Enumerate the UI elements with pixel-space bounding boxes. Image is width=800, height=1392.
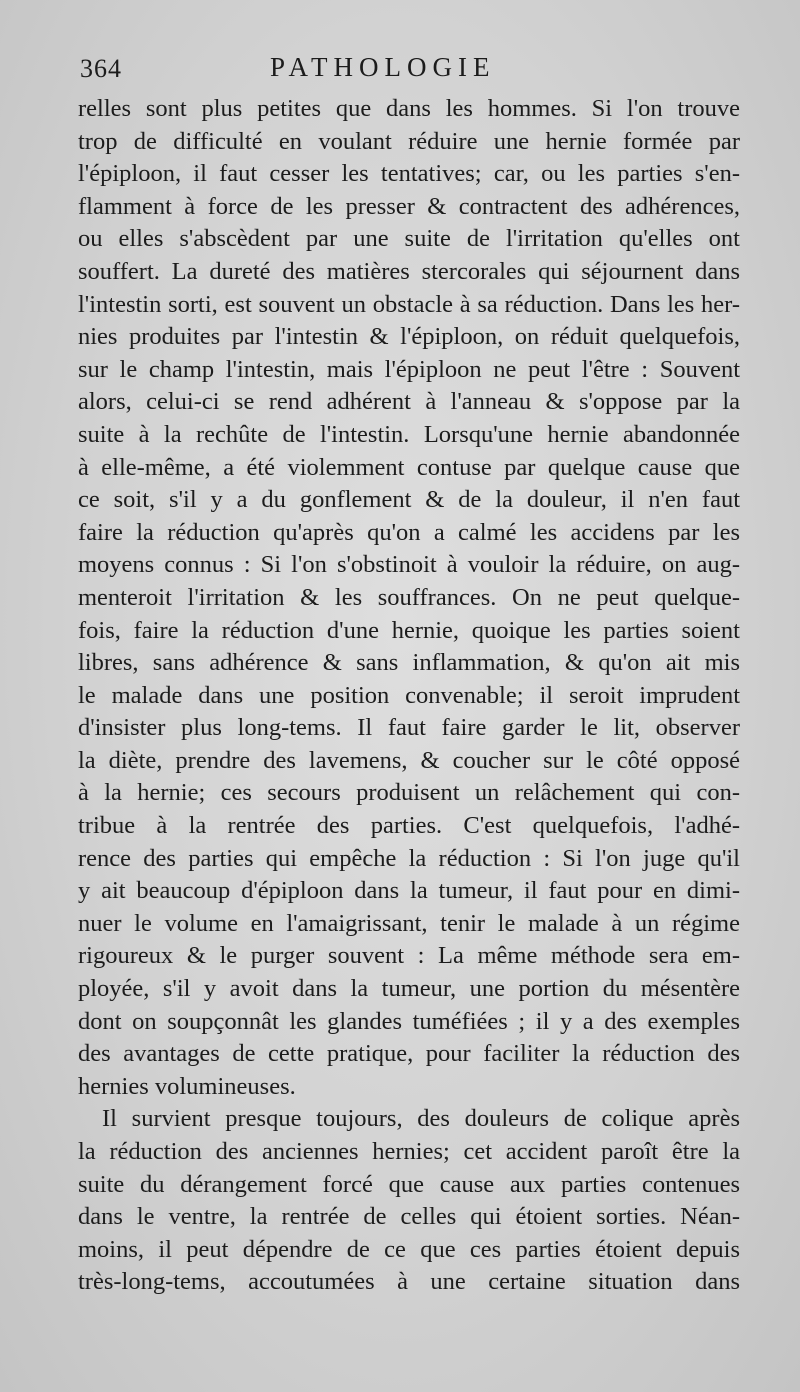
text-line: Il survient presque toujours, des douleurs de colique après — [102, 1105, 740, 1133]
text-line: très-long-tems, accoutumées à une certaine situation dans — [78, 1268, 740, 1296]
text-line: à elle-même, a été violemment contuse par quelque cause que — [78, 453, 740, 481]
text-line: le malade dans une position convenable; il seroit imprudent — [78, 681, 740, 709]
page-number: 364 — [80, 54, 122, 83]
text-line: ce soit, s'il y a du gonflement & de la douleur, il n'en faut — [78, 486, 740, 514]
text-line: suite à la rechûte de l'intestin. Lorsqu'une hernie abandonnée — [78, 420, 740, 448]
text-line: hernies volumineuses. — [78, 1072, 296, 1100]
text-line: libres, sans adhérence & sans inflammation, & qu'on ait mis — [78, 649, 740, 677]
text-line: ployée, s'il y avoit dans la tumeur, une portion du mésentère — [78, 975, 740, 1003]
text-line: d'insister plus long-tems. Il faut faire garder le lit, observer — [78, 714, 740, 742]
text-line: souffert. La dureté des matières stercorales qui séjournent dans — [78, 257, 740, 285]
text-line: rence des parties qui empêche la réduction : Si l'on juge qu'il — [78, 844, 740, 872]
text-line: suite du dérangement forcé que cause aux parties contenues — [78, 1170, 740, 1198]
text-line: alors, celui-ci se rend adhérent à l'anneau & s'oppose par la — [78, 388, 740, 416]
text-line: faire la réduction qu'après qu'on a calmé les accidens par les — [78, 518, 740, 546]
text-line: nuer le volume en l'amaigrissant, tenir le malade à un régime — [78, 909, 740, 937]
text-line: nies produites par l'intestin & l'épiploon, on réduit quelquefois, — [78, 323, 740, 351]
text-line: ou elles s'abscèdent par une suite de l'irritation qu'elles ont — [78, 225, 740, 253]
text-line: la réduction des anciennes hernies; cet accident paroît être la — [78, 1138, 740, 1165]
text-line: l'épiploon, il faut cesser les tentatives; car, ou les parties s'en- — [78, 160, 740, 188]
text-line: y ait beaucoup d'épiploon dans la tumeur, il faut pour en dimi- — [78, 877, 740, 905]
text-line: l'intestin sorti, est souvent un obstacle à sa réduction. Dans les her- — [78, 290, 740, 318]
text-line: fois, faire la réduction d'une hernie, quoique les parties soient — [78, 616, 740, 644]
text-line: menteroit l'irritation & les souffrances. On ne peut quelque- — [78, 583, 740, 611]
text-line: des avantages de cette pratique, pour faciliter la réduction des — [78, 1040, 740, 1068]
paragraph — [78, 1103, 740, 1299]
text-line: tribue à la rentrée des parties. C'est quelquefois, l'adhé- — [78, 812, 740, 840]
text-line: sur le champ l'intestin, mais l'épiploon ne peut l'être : Souvent — [78, 355, 740, 383]
text-line: flamment à force de les presser & contractent des adhérences, — [78, 192, 740, 220]
paragraph — [78, 93, 740, 1103]
text-line: moyens connus : Si l'on s'obstinoit à vouloir la réduire, on aug- — [78, 551, 740, 579]
text-line: la diète, prendre des lavemens, & coucher sur le côté opposé — [78, 746, 740, 774]
text-line: dans le ventre, la rentrée de celles qui étoient sorties. Néan- — [78, 1203, 740, 1231]
text-line: trop de difficulté en voulant réduire une hernie formée par — [78, 127, 740, 155]
text-line: à la hernie; ces secours produisent un relâchement qui con- — [78, 779, 740, 807]
text-line: dont on soupçonnât les glandes tuméfiées ; il y a des exemples — [78, 1007, 740, 1035]
text-line: relles sont plus petites que dans les hommes. Si l'on trouve — [78, 95, 740, 122]
text-line: rigoureux & le purger souvent : La même méthode sera em- — [78, 942, 740, 970]
running-head: PATHOLOGIE — [270, 52, 496, 82]
text-line: moins, il peut dépendre de ce que ces parties étoient depuis — [78, 1235, 740, 1263]
body-text — [78, 93, 740, 1299]
